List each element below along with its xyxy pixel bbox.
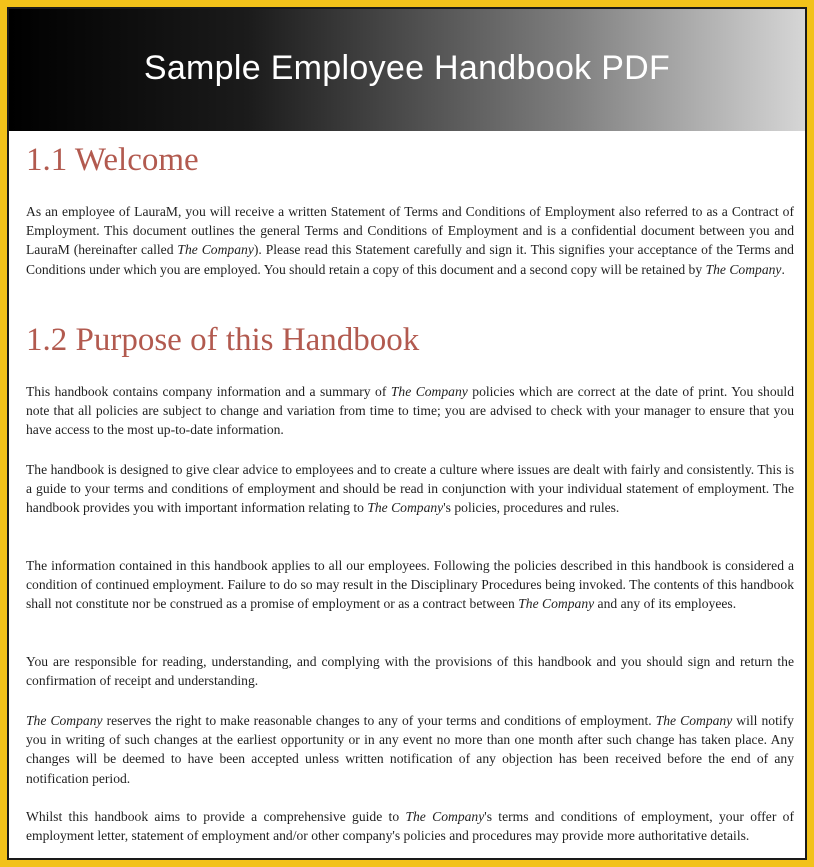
text-run: The handbook is designed to give clear advice to employees and to create a culture where issues are dealt with fairly and consistently. This is a guide to your terms and conditions of employment and should be read in conjunction with your individual statement of employment. The handbook provides you with important information relating to [26, 462, 794, 516]
company-name: The Company [705, 261, 782, 277]
text-run: reserves the right to make reasonable changes to any of your terms and conditions of employment. [102, 713, 656, 728]
paragraph-welcome [26, 202, 794, 279]
company-name: The Company [405, 809, 485, 824]
paragraph-purpose-3 [26, 556, 794, 614]
text-run: policies which are correct at the date of print. You should note that all policies are subject to change and variation from time to time; you are advised to check with your manager to ensure that you have access to the most up-to-date information. [26, 384, 794, 438]
text-run: 's policies, procedures and rules. [443, 500, 620, 516]
paragraph-purpose-4 [26, 652, 794, 690]
text-run: Whilst this handbook aims to provide a comprehensive guide to [26, 809, 406, 824]
company-name: The Company [367, 500, 444, 516]
title-banner [9, 9, 805, 131]
heading-purpose: 1.2 Purpose of this Handbook [26, 322, 420, 358]
document-panel [7, 7, 807, 860]
text-run: ). Please read this Statement carefully and sign it. This signifies your acceptance of the Terms and Conditions under which you are employed. You should retain a copy of this document and a second copy will be retained by [26, 242, 794, 277]
banner-title: Sample Employee Handbook PDF [143, 48, 671, 87]
paragraph-purpose-2 [26, 460, 794, 518]
text-run: The information contained in this handbook applies to all our employees. Following the policies described in this handbook is considered a condition of continued employment. Failure to do so may result in the Disciplinary Procedures being invoked. The contents of this handbook shall not constitute nor be construed as a promise of employment or as a contract between [26, 558, 794, 612]
paragraph-purpose-6 [26, 807, 794, 845]
text-run: You are responsible for reading, understanding, and complying with the provisions of this handbook and you should sign and return the confirmation of receipt and understanding. [26, 654, 794, 689]
company-name: The Company [655, 713, 733, 728]
text-run: will notify you in writing of such changes at the earliest opportunity or in any event no more than one month after such change has taken place. Any changes will be deemed to have been accepted unless written notification of any objection has been received before the end of any notification period. [26, 713, 794, 786]
company-name: The Company [177, 242, 254, 258]
text-run: . [781, 261, 785, 277]
text-run: 's terms and conditions of employment, your offer of employment letter, statement of employment and/or other company's policies and procedures may provide more authoritative details. [26, 809, 794, 844]
company-name: The Company [26, 713, 103, 728]
paragraph-purpose-1 [26, 382, 794, 440]
heading-welcome: 1.1 Welcome [26, 142, 199, 178]
company-name: The Company [518, 596, 595, 612]
text-run: This handbook contains company information and a summary of [26, 384, 391, 399]
text-run: As an employee of LauraM, you will receive a written Statement of Terms and Conditions of Employment also referred to as a Contract of Employment. This document outlines the general Terms and Conditions of Employment and is a confidential document between you and LauraM (hereinafter called [26, 204, 794, 258]
text-run: and any of its employees. [594, 596, 737, 612]
company-name: The Company [390, 384, 468, 399]
paragraph-purpose-5 [26, 711, 794, 788]
